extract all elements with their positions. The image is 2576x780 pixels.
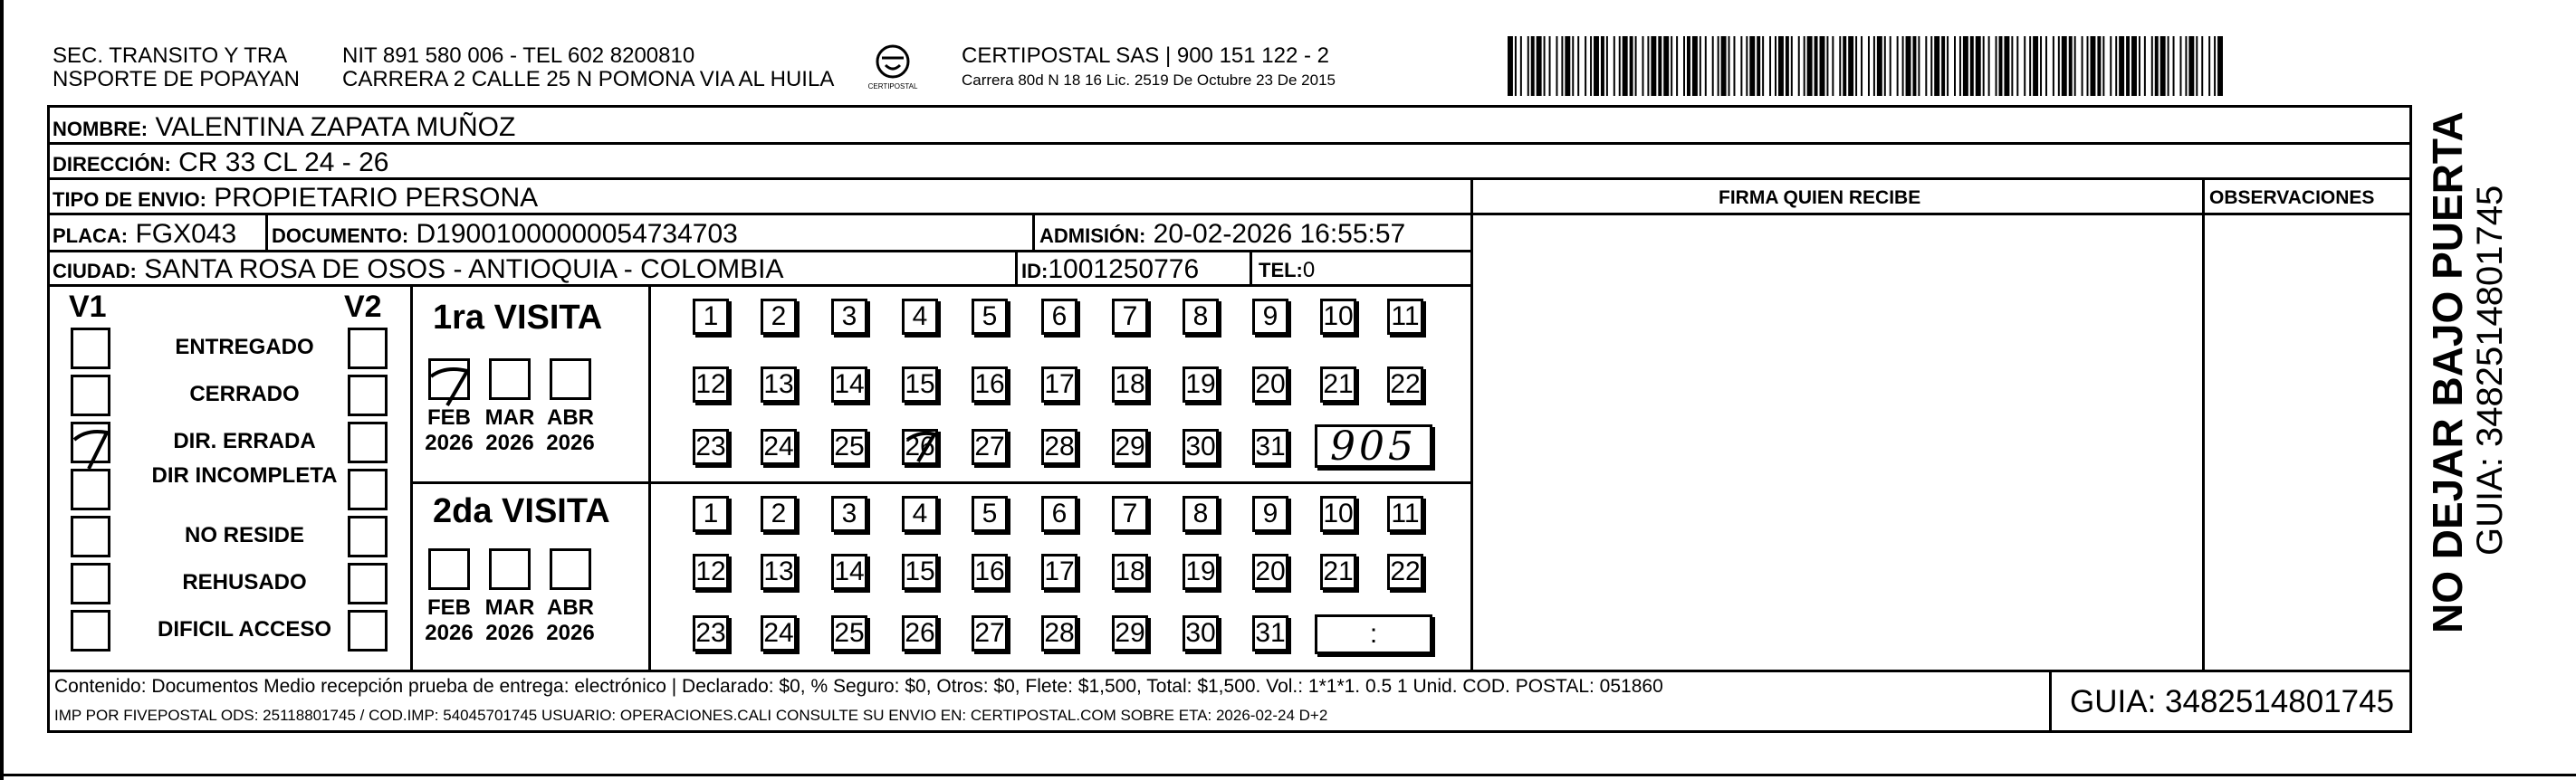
barcode-bar [1769,36,1771,96]
barcode-bar [1531,36,1535,96]
documento-row [272,221,738,248]
barcode-bar [1561,36,1563,96]
barcode [1508,36,2223,96]
barcode-bar [2004,36,2009,96]
side-warning: NO DEJAR BAJO PUERTA [2424,111,2471,633]
day-cell[interactable]: 13 [761,554,797,590]
first-visit-time: 905 [1315,424,1432,468]
barcode-bar [1718,36,1719,96]
barcode-bar [1786,36,1789,96]
barcode-bar [1746,36,1748,96]
day-cell[interactable]: 2 [761,496,797,532]
month-label: ABR [547,595,594,620]
barcode-bar [1807,36,1813,96]
day-cell[interactable]: 23 [693,615,729,652]
v2-label: V2 [344,290,382,324]
day-cell[interactable]: 29 [1112,615,1148,652]
nombre-label: NOMBRE: [53,118,148,140]
ciudad-value: SANTA ROSA DE OSOS - ANTIOQUIA - COLOMBIA [144,254,784,284]
barcode-bar [2185,36,2187,96]
nit-line1: NIT 891 580 006 - TEL 602 8200810 [342,43,695,68]
barcode-bar [1683,36,1685,96]
second-visit-time: : [1315,614,1432,654]
barcode-bar [1740,36,1742,96]
day-cell[interactable]: 17 [1041,554,1077,590]
barcode-bar [1663,36,1669,96]
admision-label: ADMISIÓN: [1039,224,1146,247]
day-cell[interactable]: 14 [831,554,867,590]
id-label: ID: [1021,260,1049,282]
barcode-bar [1873,36,1875,96]
barcode-bar [1671,36,1672,96]
barcode-bar [1537,36,1542,96]
barcode-bar [2087,36,2089,96]
barcode-bar [1983,36,1985,96]
barcode-bar [2102,36,2104,96]
barcode-bar [1925,36,1927,96]
day-cell[interactable]: 19 [1183,366,1219,403]
barcode-bar [2090,36,2095,96]
day-cell[interactable]: 4 [902,496,938,532]
barcode-bar [2151,36,2153,96]
placa-label: PLACA: [53,224,129,247]
month-check-mark [426,358,480,417]
ciudad-row [53,256,784,283]
barcode-bar [1848,36,1853,96]
day-cell[interactable]: 6 [1041,299,1077,335]
day-cell[interactable]: 7 [1112,496,1148,532]
barcode-bar [1890,36,1891,96]
firma-header: FIRMA QUIEN RECIBE [1719,187,1921,208]
day-cell[interactable]: 25 [831,615,867,652]
second-visit-title: 2da VISITA [433,492,610,530]
day-strike-mark [902,423,945,471]
barcode-bar [1839,36,1841,96]
barcode-bar [1815,36,1818,96]
barcode-bar [2126,36,2130,96]
barcode-bar [2173,36,2175,96]
day-cell[interactable]: 4 [902,299,938,335]
barcode-bar [2024,36,2025,96]
barcode-bar [2110,36,2112,96]
side-guia: GUIA: 3482514801745 [2470,185,2510,556]
barcode-bar [2168,36,2169,96]
barcode-bar [1820,36,1825,96]
barcode-bar [1762,36,1764,96]
day-cell[interactable]: 26 [902,429,938,465]
barcode-bar [1601,36,1604,96]
day-cell[interactable]: 24 [761,615,797,652]
tipo-label: TIPO DE ENVIO: [53,188,206,211]
barcode-bar [1775,36,1776,96]
barcode-bar [1988,36,1990,96]
barcode-bar [1658,36,1661,96]
barcode-bar [2119,36,2124,96]
certipostal-logo [866,40,920,92]
barcode-bar [1520,36,1522,96]
barcode-bar [1884,36,1886,96]
barcode-bar [2097,36,2101,96]
day-cell[interactable]: 11 [1387,299,1423,335]
placa-row [53,221,236,248]
barcode-bar [1623,36,1628,96]
barcode-bar [1976,36,1981,96]
tipo-value: PROPIETARIO PERSONA [214,183,539,213]
barcode-bar [1585,36,1586,96]
barcode-bar [2011,36,2013,96]
barcode-bar [1692,36,1698,96]
barcode-bar [1963,36,1968,96]
month-checkbox[interactable] [489,548,531,590]
barcode-bar [1934,36,1939,96]
month-label: MAR [484,405,535,430]
tel-value: 0 [1302,258,1316,282]
barcode-bar [1635,36,1637,96]
status-label: CERRADO [189,382,300,406]
nombre-row [53,114,515,141]
barcode-bar [1954,36,1956,96]
day-cell[interactable]: 13 [761,366,797,403]
day-cell[interactable]: 3 [831,496,867,532]
day-cell[interactable]: 10 [1320,299,1356,335]
id-value: 1001250776 [1048,254,1200,284]
year-label: 2026 [485,621,534,645]
day-cell[interactable]: 20 [1252,366,1288,403]
day-cell[interactable]: 30 [1183,429,1219,465]
barcode-bar [1676,36,1678,96]
day-cell[interactable]: 27 [972,615,1008,652]
status-label: NO RESIDE [184,523,305,547]
barcode-bar [1729,36,1730,96]
barcode-bar [2131,36,2137,96]
day-cell[interactable]: 29 [1112,429,1148,465]
barcode-bar [1868,36,1870,96]
status-label: ENTREGADO [175,335,314,359]
documento-label: DOCUMENTO: [272,224,409,247]
barcode-bar [1861,36,1863,96]
barcode-bar [1970,36,1974,96]
first-visit-title: 1ra VISITA [433,299,603,337]
day-cell[interactable]: 18 [1112,366,1148,403]
barcode-bar [1804,36,1805,96]
v1-label: V1 [69,290,107,324]
barcode-bar [2208,36,2210,96]
day-cell[interactable]: 14 [831,366,867,403]
day-cell[interactable]: 25 [831,429,867,465]
barcode-bar [1594,36,1599,96]
year-label: 2026 [425,621,474,645]
year-label: 2026 [546,431,595,455]
nombre-value: VALENTINA ZAPATA MUÑOZ [155,112,516,142]
footer-line2: IMP POR FIVEPOSTAL ODS: 25118801745 / COD.IMP: 54045701745 USUARIO: OPERACIONES.CALI CONSULTE SU ENVIO EN: CERTIPOSTAL.COM SOBRE ETA: 2026-02-24 D+2 [54,707,1328,724]
year-label: 2026 [546,621,595,645]
barcode-bar [1619,36,1621,96]
barcode-bar [1855,36,1857,96]
ciudad-label: CIUDAD: [53,260,137,282]
day-cell[interactable]: 21 [1320,554,1356,590]
barcode-bar [1877,36,1882,96]
barcode-bar [1642,36,1643,96]
page-bottom-edge [0,774,2576,776]
direccion-value: CR 33 CL 24 - 26 [178,147,389,177]
documento-value: D19001000000054734703 [416,219,738,249]
logo-text: CERTIPOSTAL [867,82,918,90]
month-label: FEB [427,405,471,430]
barcode-bar [2179,36,2181,96]
barcode-bar [2062,36,2067,96]
barcode-bar [2074,36,2076,96]
day-cell[interactable]: 24 [761,429,797,465]
barcode-bar [1749,36,1755,96]
status-label: DIFICIL ACCESO [157,617,331,642]
tel-label: TEL: [1259,259,1303,281]
barcode-bar [1577,36,1579,96]
month-checkbox[interactable] [550,548,591,590]
barcode-bar [1508,36,1513,96]
month-checkbox[interactable] [489,358,531,400]
barcode-bar [1897,36,1899,96]
sender-line1: SEC. TRANSITO Y TRA [53,43,288,68]
barcode-bar [1912,36,1916,96]
barcode-bar [2217,36,2223,96]
footer-guia: GUIA: 3482514801745 [2070,684,2395,719]
sender-line2: NSPORTE DE POPAYAN [53,67,300,91]
day-cell[interactable]: 27 [972,429,1008,465]
barcode-bar [2016,36,2018,96]
barcode-bar [2214,36,2216,96]
barcode-bar [2188,36,2194,96]
barcode-bar [1843,36,1846,96]
barcode-bar [1515,36,1517,96]
day-cell[interactable]: 22 [1387,366,1423,403]
day-cell[interactable]: 22 [1387,554,1423,590]
day-cell[interactable]: 26 [902,615,938,652]
status-label: REHUSADO [182,570,307,595]
day-cell[interactable]: 5 [972,496,1008,532]
barcode-bar [1687,36,1690,96]
barcode-bar [2144,36,2146,96]
id-row [1021,256,1199,283]
barcode-bar [1549,36,1551,96]
day-cell[interactable]: 21 [1320,366,1356,403]
barcode-bar [1918,36,1920,96]
barcode-bar [2115,36,2117,96]
day-cell[interactable]: 16 [972,554,1008,590]
month-checkbox[interactable] [550,358,591,400]
barcode-bar [1930,36,1932,96]
day-cell[interactable]: 3 [831,299,867,335]
barcode-bar [1941,36,1945,96]
barcode-bar [1606,36,1608,96]
barcode-bar [1614,36,1615,96]
barcode-bar [2040,36,2042,96]
day-cell[interactable]: 12 [693,366,729,403]
barcode-bar [1791,36,1793,96]
admision-row [1039,221,1405,248]
barcode-bar [1999,36,2003,96]
barcode-bar [1757,36,1760,96]
barcode-bar [2082,36,2083,96]
barcode-bar [1947,36,1949,96]
placa-value: FGX043 [135,219,237,249]
day-cell[interactable]: 6 [1041,496,1077,532]
month-label: ABR [547,405,594,430]
day-cell[interactable]: 9 [1252,299,1288,335]
day-cell[interactable]: 1 [693,299,729,335]
year-label: 2026 [485,431,534,455]
company-line1: CERTIPOSTAL SAS | 900 151 122 - 2 [962,43,1329,68]
barcode-bar [1630,36,1633,96]
footer-line1: Contenido: Documentos Medio recepción prueba de entrega: electrónico | Declarado: $0, % Seguro: $0, Otros: $0, Flete: $1,500, Total: $1,500. Vol.: 1*1*1. 0.5 1 Unid. COD. POSTAL: 051860 [54,676,1663,697]
barcode-bar [1798,36,1800,96]
barcode-bar [1705,36,1707,96]
day-cell[interactable]: 30 [1183,615,1219,652]
month-label: FEB [427,595,471,620]
barcode-bar [2058,36,2060,96]
barcode-bar [1826,36,1828,96]
direccion-row [53,149,388,176]
month-label: MAR [484,595,535,620]
admision-value: 20-02-2026 16:55:57 [1153,219,1406,249]
tipo-row [53,185,538,212]
month-checkbox[interactable] [428,548,470,590]
barcode-bar [2160,36,2166,96]
day-cell[interactable]: 18 [1112,554,1148,590]
observaciones-header: OBSERVACIONES [2209,187,2375,208]
day-cell[interactable]: 10 [1320,496,1356,532]
barcode-bar [2045,36,2047,96]
barcode-bar [1721,36,1727,96]
status-label: DIR. ERRADA [173,429,316,453]
barcode-bar [1996,36,1997,96]
day-cell[interactable]: 5 [972,299,1008,335]
barcode-bar [2033,36,2038,96]
day-cell[interactable]: 2 [761,299,797,335]
company-line2: Carrera 80d N 18 16 Lic. 2519 De Octubre 23 De 2015 [962,71,1336,89]
barcode-bar [1733,36,1735,96]
day-cell[interactable]: 31 [1252,615,1288,652]
nit-line2: CARRERA 2 CALLE 25 N POMONA VIA AL HUILA [342,67,835,91]
barcode-bar [1590,36,1592,96]
day-cell[interactable]: 15 [902,366,938,403]
day-cell[interactable]: 8 [1183,299,1219,335]
day-cell[interactable]: 28 [1041,429,1077,465]
day-cell[interactable]: 28 [1041,615,1077,652]
barcode-bar [1556,36,1557,96]
day-cell[interactable]: 31 [1252,429,1288,465]
barcode-bar [2201,36,2203,96]
day-cell[interactable]: 16 [972,366,1008,403]
barcode-bar [1544,36,1546,96]
tel-row [1259,260,1315,281]
day-cell[interactable]: 15 [902,554,938,590]
day-cell[interactable]: 1 [693,496,729,532]
v1-check-mark [69,420,123,479]
day-cell[interactable]: 7 [1112,299,1148,335]
barcode-bar [1651,36,1656,96]
barcode-bar [2139,36,2140,96]
barcode-bar [1647,36,1649,96]
barcode-bar [1572,36,1574,96]
day-cell[interactable]: 11 [1387,496,1423,532]
year-label: 2026 [425,431,474,455]
barcode-bar [2196,36,2198,96]
barcode-bar [1565,36,1570,96]
day-cell[interactable]: 8 [1183,496,1219,532]
status-label: DIR INCOMPLETA [151,463,338,488]
barcode-bar [1527,36,1529,96]
day-cell[interactable]: 19 [1183,554,1219,590]
day-cell[interactable]: 12 [693,554,729,590]
day-cell[interactable]: 17 [1041,366,1077,403]
day-cell[interactable]: 9 [1252,496,1288,532]
day-cell[interactable]: 20 [1252,554,1288,590]
direccion-label: DIRECCIÓN: [53,153,171,176]
barcode-bar [1959,36,1961,96]
barcode-bar [2053,36,2054,96]
barcode-bar [1712,36,1714,96]
barcode-bar [1778,36,1784,96]
barcode-bar [2155,36,2159,96]
barcode-bar [1902,36,1904,96]
barcode-bar [2029,36,2031,96]
barcode-bar [1906,36,1911,96]
barcode-bar [1832,36,1834,96]
day-cell[interactable]: 23 [693,429,729,465]
barcode-bar [1700,36,1701,96]
barcode-bar [2069,36,2073,96]
